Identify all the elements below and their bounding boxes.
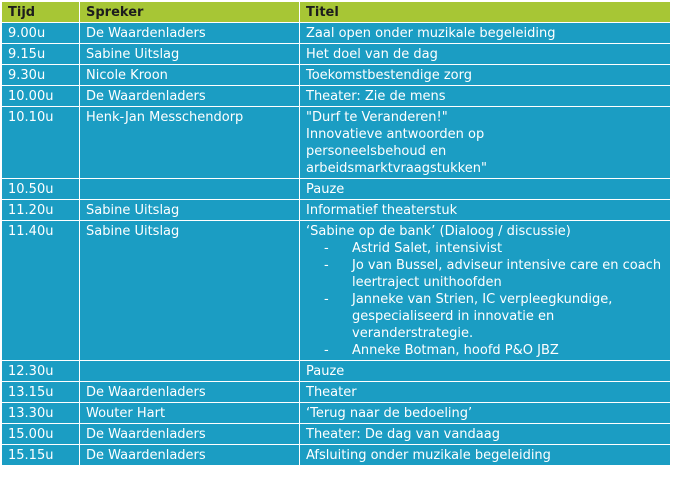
- cell-title: [300, 424, 671, 445]
- header-row: [2, 2, 671, 23]
- table-row: [2, 424, 671, 445]
- table-row: [2, 361, 671, 382]
- table-row: [2, 86, 671, 107]
- title-line: Afsluiting onder muzikale begeleiding: [306, 448, 551, 463]
- cell-speaker: De Waardenladers: [80, 86, 300, 107]
- cell-time: 15.00u: [2, 424, 80, 445]
- title-line: Theater: De dag van vandaag: [306, 427, 500, 442]
- cell-speaker: De Waardenladers: [80, 23, 300, 44]
- cell-title: [300, 200, 671, 221]
- cell-title: [300, 221, 671, 361]
- title-line: personeelsbehoud en: [306, 144, 447, 159]
- cell-time: 9.30u: [2, 65, 80, 86]
- title-line: Pauze: [306, 364, 345, 379]
- cell-time: 13.15u: [2, 382, 80, 403]
- title-line: Het doel van de dag: [306, 47, 438, 62]
- cell-time: 12.30u: [2, 361, 80, 382]
- cell-title: [300, 445, 671, 466]
- cell-time: 10.50u: [2, 179, 80, 200]
- header-title: Titel: [300, 2, 671, 23]
- cell-time: 10.00u: [2, 86, 80, 107]
- list-item: - Anneke Botman, hoofd P&O JBZ: [324, 342, 664, 359]
- cell-title: [300, 44, 671, 65]
- title-line: Innovatieve antwoorden op: [306, 127, 485, 142]
- table-row: [2, 23, 671, 44]
- title-line: Theater: Zie de mens: [306, 89, 446, 104]
- title-line: Theater: [306, 385, 357, 400]
- cell-title: [300, 179, 671, 200]
- title-line: ‘Terug naar de bedoeling’: [306, 406, 473, 421]
- cell-time: 10.10u: [2, 107, 80, 179]
- table-row: [2, 382, 671, 403]
- header-time: Tijd: [2, 2, 80, 23]
- table-row: [2, 403, 671, 424]
- title-line: ‘Sabine op de bank’ (Dialoog / discussie): [306, 224, 571, 239]
- cell-time: 11.20u: [2, 200, 80, 221]
- title-line: Informatief theaterstuk: [306, 203, 458, 218]
- list-item: - Astrid Salet, intensivist: [324, 240, 664, 257]
- cell-speaker: Sabine Uitslag: [80, 44, 300, 65]
- header-speaker: Spreker: [80, 2, 300, 23]
- cell-speaker: Henk-Jan Messchendorp: [80, 107, 300, 179]
- title-line: Pauze: [306, 182, 345, 197]
- cell-speaker: De Waardenladers: [80, 424, 300, 445]
- title-line: Toekomstbestendige zorg: [306, 68, 472, 83]
- cell-speaker: [80, 361, 300, 382]
- title-line: "Durf te Veranderen!": [306, 110, 448, 125]
- list-item: - Jo van Bussel, adviseur intensive care en coach leertraject unithoofden: [324, 257, 664, 291]
- cell-speaker: Sabine Uitslag: [80, 221, 300, 361]
- cell-title: [300, 382, 671, 403]
- cell-title: [300, 107, 671, 179]
- cell-title: [300, 23, 671, 44]
- panel-list: [306, 240, 664, 359]
- cell-title: [300, 86, 671, 107]
- cell-time: 9.00u: [2, 23, 80, 44]
- table-row: [2, 107, 671, 179]
- cell-speaker: [80, 179, 300, 200]
- cell-title: [300, 65, 671, 86]
- cell-speaker: De Waardenladers: [80, 382, 300, 403]
- table-row: [2, 200, 671, 221]
- cell-speaker: Nicole Kroon: [80, 65, 300, 86]
- title-line: Zaal open onder muzikale begeleiding: [306, 26, 556, 41]
- cell-time: 15.15u: [2, 445, 80, 466]
- list-item: - Janneke van Strien, IC verpleegkundige, gespecialiseerd in innovatie en veranderstrategie.: [324, 291, 664, 342]
- cell-speaker: Wouter Hart: [80, 403, 300, 424]
- table-row: [2, 44, 671, 65]
- cell-time: 11.40u: [2, 221, 80, 361]
- table-row: [2, 179, 671, 200]
- cell-speaker: De Waardenladers: [80, 445, 300, 466]
- schedule-table: [1, 1, 671, 466]
- schedule-body: [2, 23, 671, 466]
- cell-title: [300, 403, 671, 424]
- cell-speaker: Sabine Uitslag: [80, 200, 300, 221]
- table-row: [2, 445, 671, 466]
- cell-title: [300, 361, 671, 382]
- cell-time: 13.30u: [2, 403, 80, 424]
- title-line: arbeidsmarktvraagstukken": [306, 161, 487, 176]
- table-row: [2, 65, 671, 86]
- cell-time: 9.15u: [2, 44, 80, 65]
- table-row: [2, 221, 671, 361]
